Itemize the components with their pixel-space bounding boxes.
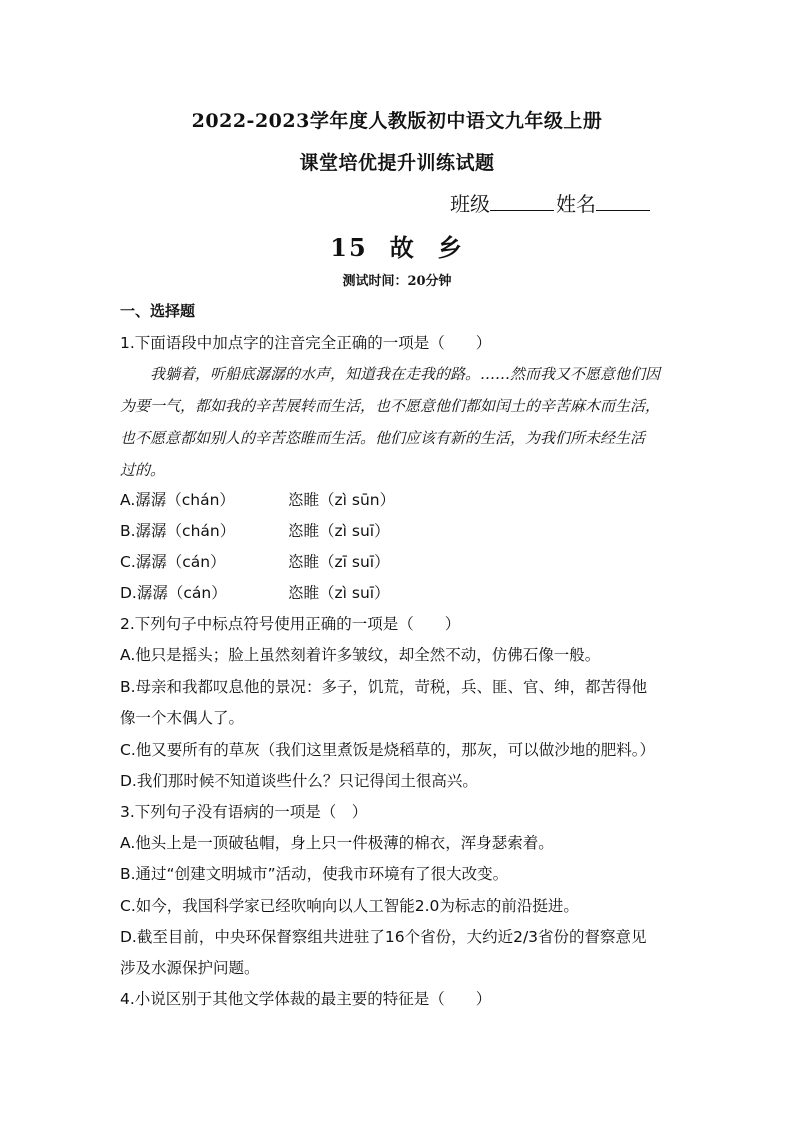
option-c: C.潺潺（cán） [120, 553, 226, 571]
q2-option: A.他只是摇头；脸上虽然刻着许多皱纹，却全然不动，仿佛石像一般。 [120, 646, 601, 664]
passage-line: 我躺着，听船底潺潺的水声，知道我在走我的路。……然而我又不愿意他们因 [120, 365, 661, 383]
q3-option: A.他头上是一顶破毡帽，身上只一件极薄的棉衣，浑身瑟索着。 [120, 834, 554, 852]
q2-option: D.我们那时候不知道谈些什么？只记得闰土很高兴。 [120, 772, 478, 790]
passage-line: 过的。 [120, 461, 166, 479]
name-blank [596, 192, 650, 211]
exam-subtitle: 课堂培优提升训练试题 [299, 152, 495, 174]
q2-option: C.他又要所有的草灰（我们这里煮饭是烧稻草的，那灰，可以做沙地的肥料。） [120, 741, 656, 759]
q2-option: B.母亲和我都叹息他的景况：多子，饥荒，苛税，兵、匪、官、绅，都苦得他 [120, 678, 648, 696]
q3-option: D.截至目前，中央环保督察组共进驻了16个省份，大约近2/3省份的督察意见 [120, 928, 647, 946]
lesson-number: 15 [330, 233, 368, 262]
test-time: 测试时间：20分钟 [342, 274, 452, 289]
exam-title: 2022-2023学年度人教版初中语文九年级上册 [191, 110, 603, 132]
option-a: A.潺潺（chán） [120, 491, 235, 509]
question-2-stem: 2.下列句子中标点符号使用正确的一项是（ ） [120, 615, 461, 633]
lesson-title [0, 228, 794, 263]
option-pinyin: 恣睢（zī suī） [288, 553, 390, 571]
q2-option: 像一个木偶人了。 [120, 709, 245, 727]
q3-option: 涉及水源保护问题。 [120, 959, 260, 977]
passage-line: 也不愿意都如别人的辛苦恣睢而生活。他们应该有新的生活，为我们所未经生活 [120, 429, 646, 447]
question-4-stem: 4.小说区别于其他文学体裁的最主要的特征是（ ） [120, 990, 492, 1008]
option-b: B.潺潺（chán） [120, 522, 236, 540]
class-blank [490, 192, 554, 211]
q3-option: C.如今，我国科学家已经吹响向以人工智能2.0为标志的前沿挺进。 [120, 897, 579, 915]
class-label: 班级 [450, 192, 490, 216]
lesson-char-2: 乡 [437, 233, 464, 262]
option-pinyin: 恣睢（zì sūn） [288, 491, 396, 509]
option-row [120, 581, 227, 603]
lesson-char-1: 故 [389, 233, 416, 262]
option-pinyin: 恣睢（zì suī） [288, 522, 390, 540]
option-pinyin: 恣睢（zì suī） [288, 584, 390, 602]
question-3-stem: 3.下列句子没有语病的一项是（ ） [120, 803, 368, 821]
option-row [120, 550, 226, 572]
option-row [120, 519, 235, 541]
passage-line: 为要一气，都如我的辛苦展转而生活，也不愿意他们都如闰土的辛苦麻木而生活， [120, 397, 661, 415]
option-d: D.潺潺（cán） [120, 584, 227, 602]
name-label: 姓名 [556, 192, 596, 216]
class-name-line [450, 188, 650, 217]
question-1-stem: 1.下面语段中加点字的注音完全正确的一项是（ ） [120, 334, 492, 352]
section-heading: 一、选择题 [120, 302, 196, 320]
q3-option: B.通过“创建文明城市”活动，使我市环境有了很大改变。 [120, 865, 509, 883]
option-row [120, 488, 235, 510]
